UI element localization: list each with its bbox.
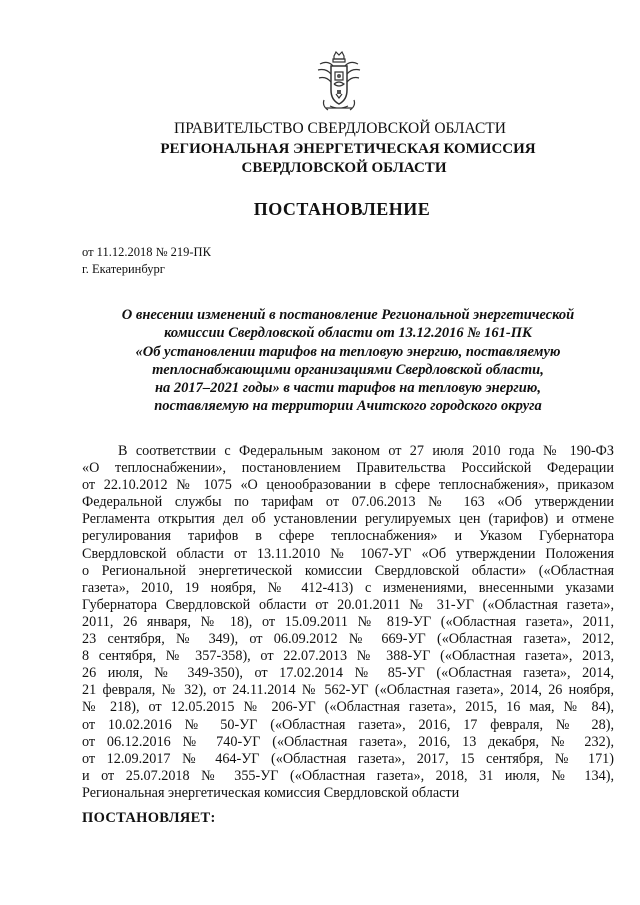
decree-word: ПОСТАНОВЛЯЕТ: — [82, 810, 216, 826]
body-line: от 10.02.2016 № 50-УГ («Областная газета», 2016, 17 февраля, № 28), — [82, 716, 614, 733]
body-line: 23 сентября, № 349), от 06.09.2012 № 669-УГ («Областная газета», 2012, — [82, 631, 614, 648]
preamble-paragraph — [82, 443, 614, 802]
body-line: № 218), от 12.05.2015 № 206-УГ («Областная газета», 2015, 16 мая, № 84), — [82, 699, 614, 716]
coat-of-arms-emblem — [316, 50, 362, 114]
body-line: Свердловской области от 13.11.2010 № 1067-УГ «Об утверждении Положения — [82, 545, 614, 562]
body-line: Региональная энергетическая комиссия Свердловской области — [82, 784, 460, 801]
body-line: газета», 2010, 19 ноября, № 412-413) с изменениями, внесенными указами — [82, 579, 614, 596]
body-line: «О теплоснабжении», постановлением Правительства Российской Федерации — [82, 460, 614, 477]
body-line: о Региональной энергетической комиссии Свердловской области» («Областная — [82, 562, 614, 579]
city: г. Екатеринбург — [82, 262, 165, 276]
document-subject — [82, 306, 614, 416]
body-line: от 06.12.2016 № 740-УГ («Областная газета», 2016, 13 декабря, № 232), — [82, 733, 614, 750]
body-line: от 22.10.2012 № 1075 «О ценообразовании в сфере теплоснабжения», приказом — [82, 477, 614, 494]
body-line: 2011, 26 января, № 18), от 15.09.2011 № 819-УГ («Областная газета», 2011, — [82, 613, 614, 630]
subject-line: теплоснабжающими организациями Свердловской области, — [152, 361, 544, 378]
subject-line: на 2017–2021 годы» в части тарифов на тепловую энергию, — [155, 380, 541, 397]
body-line: 26 июля, № 349-350), от 17.02.2014 № 85-УГ («Областная газета», 2014, — [82, 665, 614, 682]
document-type-title: ПОСТАНОВЛЕНИЕ — [253, 199, 431, 219]
body-line: В соответствии с Федеральным законом от 27 июля 2010 года № 190-ФЗ — [118, 443, 614, 459]
commission-region: СВЕРДЛОВСКОЙ ОБЛАСТИ — [241, 160, 447, 176]
body-line: 21 февраля, № 32), от 24.11.2014 № 562-УГ («Областная газета», 2014, 26 ноября, — [82, 682, 614, 699]
body-line: Федеральной службы по тарифам от 07.06.2013 № 163 «Об утверждении — [82, 494, 614, 511]
body-line: Регламента открытия дел об установлении регулируемых цен (тарифов) и отмене — [82, 511, 614, 528]
commission-title: РЕГИОНАЛЬНАЯ ЭНЕРГЕТИЧЕСКАЯ КОМИССИЯ — [160, 141, 536, 157]
body-line: регулирования тарифов в сфере теплоснабжения» и Указом Губернатора — [82, 528, 614, 545]
subject-line: комиссии Свердловской области от 13.12.2016 № 161-ПК — [164, 325, 532, 342]
body-line: Губернатора Свердловской области от 20.01.2011 № 31-УГ («Областная газета», — [82, 596, 614, 613]
subject-line: О внесении изменений в постановление Региональной энергетической — [121, 307, 575, 323]
date-and-number: от 11.12.2018 № 219-ПК — [82, 245, 211, 259]
body-line: 8 сентября, № 357-358), от 22.07.2013 № 388-УГ («Областная газета», 2013, — [82, 648, 614, 665]
subject-line: поставляемую на территории Ачитского городского округа — [154, 398, 542, 415]
body-line: от 12.09.2017 № 464-УГ («Областная газета», 2017, 15 сентября, № 171) — [82, 750, 614, 767]
body-line: и от 25.07.2018 № 355-УГ («Областная газета», 2018, 31 июля, № 134), — [82, 767, 614, 784]
government-title: ПРАВИТЕЛЬСТВО СВЕРДЛОВСКОЙ ОБЛАСТИ — [174, 120, 506, 137]
subject-line: «Об установлении тарифов на тепловую энергию, поставляемую — [135, 343, 561, 360]
